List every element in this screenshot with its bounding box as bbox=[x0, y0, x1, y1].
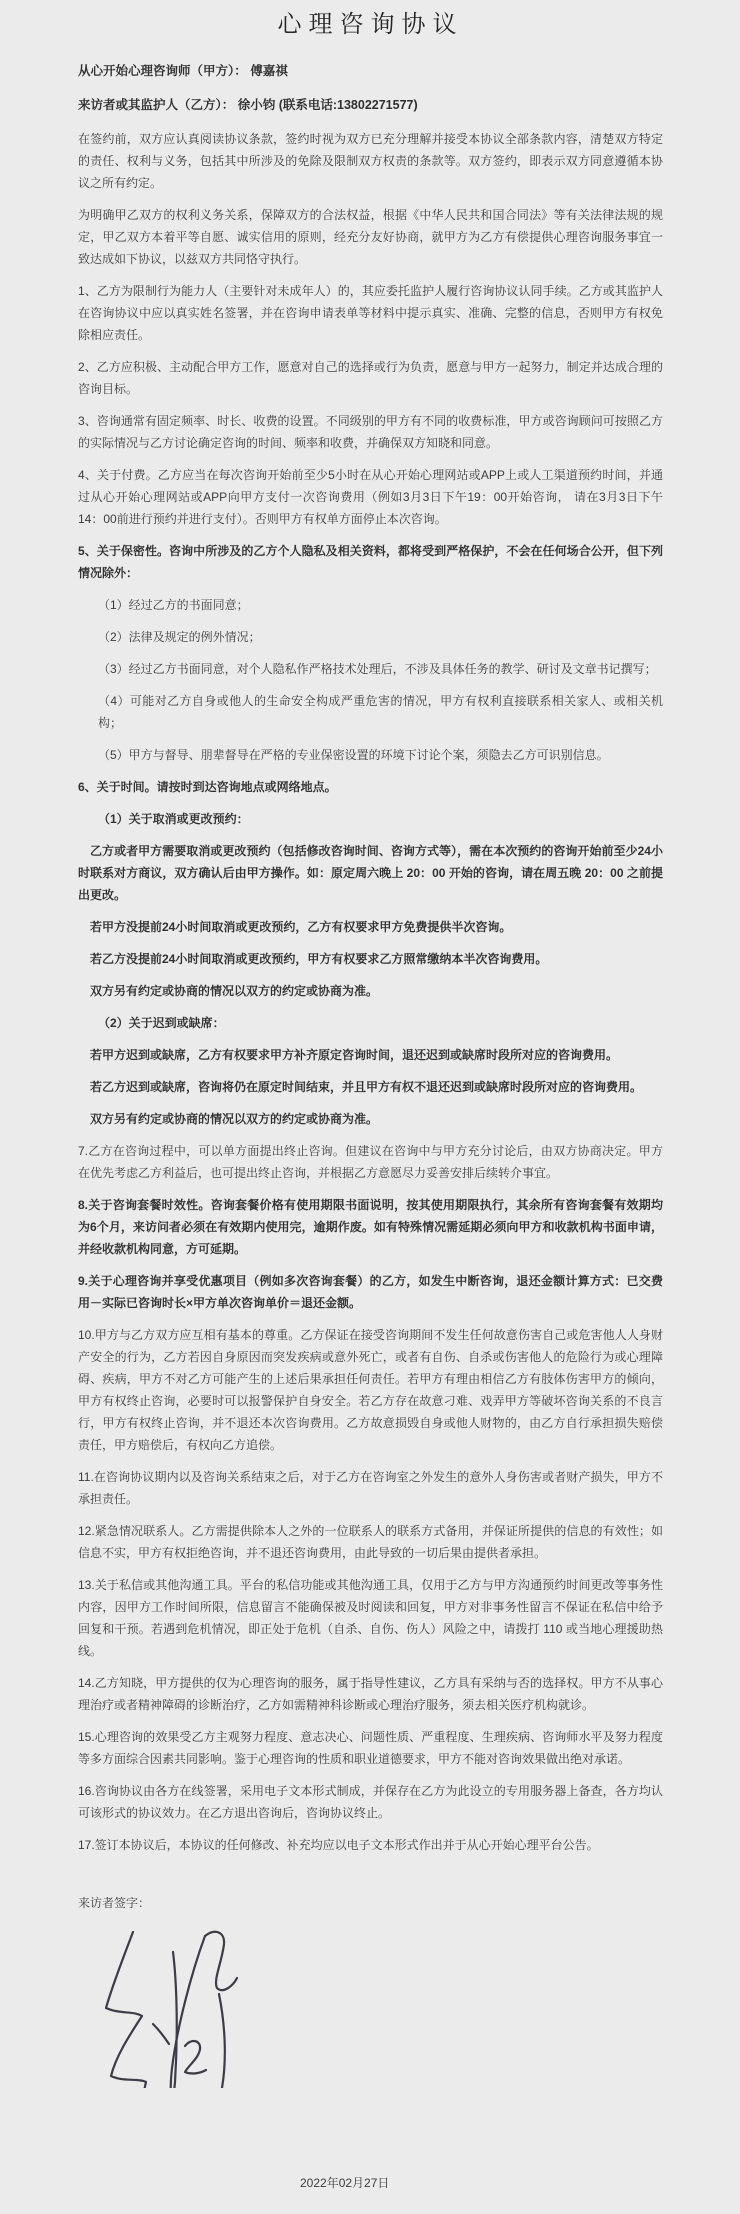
agreement-paragraph: 12.紧急情况联系人。乙方需提供除本人之外的一位联系人的联系方式备用，并保证所提供的信息的有效性；如信息不实，甲方有权拒绝咨询，并不退还咨询费用，由此导致的一切后果由提供者承担。 bbox=[78, 1524, 663, 1560]
agreement-paragraph: 1、乙方为限制行为能力人（主要针对未成年人）的，其应委托监护人履行咨询协议认同手续。乙方或其监护人在咨询协议中应以真实姓名签署，并在咨询申请表单等材料中提示真实、准确、完整的信息，否则甲方有权免除相应责任。 bbox=[78, 284, 663, 342]
handwritten-signature bbox=[84, 1928, 244, 2088]
agreement-paragraph: 10.甲方与乙方双方应互相有基本的尊重。乙方保证在接受咨询期间不发生任何故意伤害自己或危害他人人身财产安全的行为，乙方若因自身原因而突发疾病或意外死亡，或者有自伤、自杀或伤害他人的危险行为或心理障碍、疾病，甲方不对乙方可能产生的上述后果承担任何责任。若甲方有理由相信乙方有肢体伤害甲方的倾向，甲方有权终止咨询，必要时可以报警保护自身安全。若乙方存在故意刁难、戏弄甲方等破坏咨询关系的不良言行，甲方有权终止咨询，并不退还本次咨询费用。乙方故意损毁自身或他人财物的，由乙方自行承担损失赔偿责任，甲方赔偿后，有权向乙方追偿。 bbox=[78, 1328, 663, 1452]
agreement-paragraph: 11.在咨询协议期内以及咨询关系结束之后，对于乙方在咨询室之外发生的意外人身伤害或者财产损失，甲方不承担责任。 bbox=[78, 1470, 663, 1506]
agreement-paragraph: 2、乙方应积极、主动配合甲方工作，愿意对自己的选择或行为负责，愿意与甲方一起努力，制定并达成合理的咨询目标。 bbox=[78, 360, 663, 396]
agreement-body bbox=[78, 128, 663, 1856]
agreement-paragraph: 若甲方没提前24小时间取消或更改预约，乙方有权要求甲方免费提供半次咨询。 bbox=[90, 920, 512, 934]
agreement-paragraph: 若乙方迟到或缺席，咨询将仍在原定时间结束，并且甲方有权不退还迟到或缺席时段所对应的咨询费用。 bbox=[90, 1080, 643, 1094]
agreement-paragraph: 6、关于时间。请按时到达咨询地点或网络地点。 bbox=[78, 780, 337, 794]
agreement-paragraph: （4）可能对乙方自身或他人的生命安全构成严重危害的情况，甲方有权利直接联系相关家人、或相关机构； bbox=[98, 694, 663, 730]
signature-ink-icon bbox=[84, 1928, 244, 2088]
agreement-paragraph: 双方另有约定或协商的情况以双方的约定或协商为准。 bbox=[90, 1112, 379, 1126]
agreement-paragraph: 5、关于保密性。咨询中所涉及的乙方个人隐私及相关资料，都将受到严格保护，不会在任何场合公开，但下列情况除外： bbox=[78, 544, 663, 580]
agreement-paragraph: 13.关于私信或其他沟通工具。平台的私信功能或其他沟通工具，仅用于乙方与甲方沟通预约时间更改等事务性内容，因甲方工作时间所限，信息留言不能确保被及时阅读和回复，甲方对非事务性留言不保证在私信中给予回复和干预。若遇到危机情况，即正处于危机（自杀、自伤、伤人）风险之中，请拨打 110 或当地心理援助热线。 bbox=[78, 1578, 663, 1658]
agreement-paragraph: （1）经过乙方的书面同意； bbox=[98, 598, 249, 612]
agreement-paragraph: 16.咨询协议由各方在线签署，采用电子文本形式制成，并保存在乙方为此设立的专用服务器上备查，各方均认可该形式的协议效力。在乙方退出咨询后，咨询协议终止。 bbox=[78, 1784, 663, 1820]
agreement-paragraph: 若甲方迟到或缺席，乙方有权要求甲方补齐原定咨询时间，退还迟到或缺席时段所对应的咨询费用。 bbox=[90, 1048, 619, 1062]
agreement-paragraph: 8.关于咨询套餐时效性。咨询套餐价格有使用期限书面说明，按其使用期限执行，其余所有咨询套餐有效期均为6个月，来访问者必须在有效期内使用完，逾期作废。如有特殊情况需延期必须向甲方和收款机构书面申请，并经收款机构同意，方可延期。 bbox=[78, 1198, 663, 1256]
agreement-paragraph: （2）法律及规定的例外情况； bbox=[98, 630, 261, 644]
agreement-paragraph: 3、咨询通常有固定频率、时长、收费的设置。不同级别的甲方有不同的收费标准，甲方或咨询顾问可按照乙方的实际情况与乙方讨论确定咨询的时间、频率和收费，并确保双方知晓和同意。 bbox=[78, 414, 663, 450]
agreement-paragraph: 17.签订本协议后，本协议的任何修改、补充均应以电子文本形式作出并于从心开始心理平台公告。 bbox=[78, 1838, 599, 1852]
agreement-paragraph: 为明确甲乙双方的权利义务关系，保障双方的合法权益，根据《中华人民共和国合同法》等有关法律法规的规定，甲乙双方本着平等自愿、诚实信用的原则，经充分友好协商，就甲方为乙方有偿提供心理咨询服务事宜一致达成如下协议，以兹双方共同恪守执行。 bbox=[78, 208, 663, 266]
party-a-line: 从心开始心理咨询师（甲方）： 傅嘉祺 bbox=[78, 64, 288, 78]
agreement-paragraph: （3）经过乙方书面同意，对个人隐私作严格技术处理后，不涉及具体任务的教学、研讨及文章书记撰写； bbox=[98, 662, 657, 676]
signing-date: 2022年02月27日 bbox=[300, 2176, 390, 2190]
agreement-paragraph: 7.乙方在咨询过程中，可以单方面提出终止咨询。但建议在咨询中与甲方充分讨论后，由双方协商决定。甲方在优先考虑乙方利益后，也可提出终止咨询，并根据乙方意愿尽力妥善安排后续转介事宜。 bbox=[78, 1144, 663, 1180]
agreement-paragraph: 9.关于心理咨询并享受优惠项目（例如多次咨询套餐）的乙方，如发生中断咨询，退还金额计算方式：已交费用－实际已咨询时长×甲方单次咨询单价＝退还金额。 bbox=[78, 1274, 663, 1310]
agreement-paragraph: （2）关于迟到或缺席： bbox=[98, 1016, 225, 1030]
agreement-paragraph: 15.心理咨询的效果受乙方主观努力程度、意志决心、问题性质、严重程度、生理疾病、咨询师水平及努力程度等多方面综合因素共同影响。鉴于心理咨询的性质和职业道德要求，甲方不能对咨询效果做出绝对承诺。 bbox=[78, 1730, 663, 1766]
visitor-signature-label: 来访者签字： bbox=[78, 1896, 151, 1910]
page-title: 心理咨询协议 bbox=[277, 11, 464, 38]
agreement-paragraph: 在签约前，双方应认真阅读协议条款，签约时视为双方已充分理解并接受本协议全部条款内容，清楚双方特定的责任、权利与义务，包括其中所涉及的免除及限制双方权责的条款等。双方签约，即表示双方同意遵循本协议之所有约定。 bbox=[78, 132, 663, 190]
agreement-paragraph: 14.乙方知晓，甲方提供的仅为心理咨询的服务，属于指导性建议，乙方具有采纳与否的选择权。甲方不从事心理治疗或者精神障碍的诊断治疗，乙方如需精神科诊断或心理治疗服务，须去相关医疗机构就诊。 bbox=[78, 1676, 663, 1712]
party-b-line: 来访者或其监护人（乙方）： 徐小钧 (联系电话:13802271577) bbox=[78, 98, 418, 112]
agreement-paragraph: （5）甲方与督导、朋辈督导在严格的专业保密设置的环境下讨论个案，须隐去乙方可识别信息。 bbox=[98, 748, 609, 762]
agreement-paragraph: （1）关于取消或更改预约： bbox=[98, 812, 249, 826]
agreement-paragraph: 若乙方没提前24小时间取消或更改预约，甲方有权要求乙方照常缴纳本半次咨询费用。 bbox=[90, 952, 548, 966]
agreement-paragraph: 乙方或者甲方需要取消或更改预约（包括修改咨询时间、咨询方式等），需在本次预约的咨询开始前至少24小时联系对方商议，双方确认后由甲方操作。如：原定周六晚上 20：00 开始的咨询，请在周五晚 20：00 之前提出更改。 bbox=[78, 844, 663, 902]
agreement-paragraph: 双方另有约定或协商的情况以双方的约定或协商为准。 bbox=[90, 984, 379, 998]
agreement-paragraph: 4、关于付费。乙方应当在每次咨询开始前至少5小时在从心开始心理网站或APP上或人工渠道预约时间，并通过从心开始心理网站或APP向甲方支付一次咨询费用（例如3月3日下午19：00开始咨询， 请在3月3日下午14：00前进行预约并进行支付）。否则甲方有权单方面停止本次咨询。 bbox=[78, 468, 663, 526]
